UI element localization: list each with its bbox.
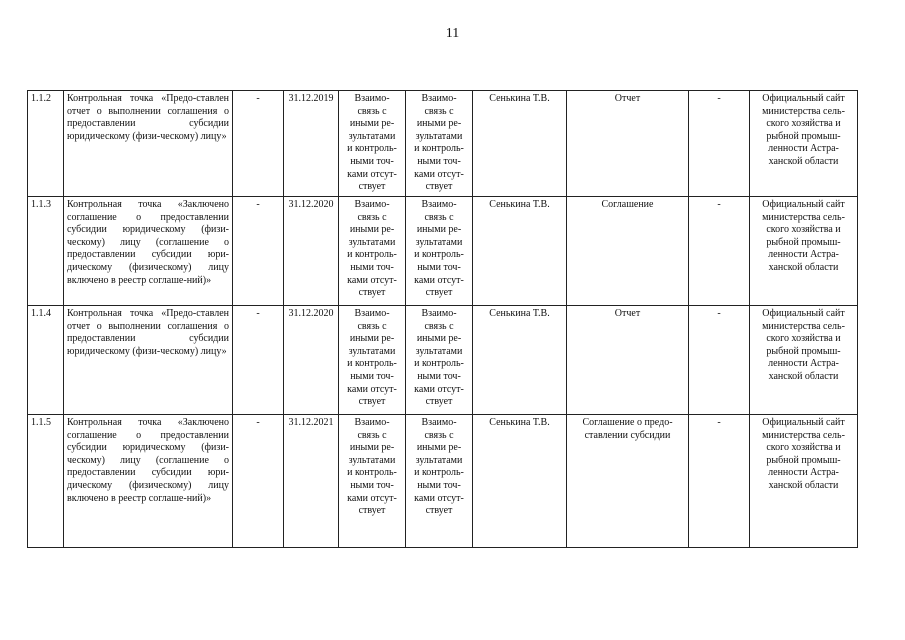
table-row [28,91,858,197]
end-date-cell: 31.12.2019 [284,91,339,197]
prev-link-cell-line: ствует [358,181,386,193]
control-points-table [27,90,858,548]
description-cell: Контрольная точка «Предо-ставлен отчет о выполнении соглашения о предоставлении субсидии юридическому (физи-ческому) лицу» [64,306,233,415]
prev-link-cell-line: ствует [358,505,386,517]
next-link-cell-line: связь с [424,105,454,117]
next-link-cell-line: ствует [425,505,453,517]
table-row [28,197,858,306]
publication-cell-line: министерства сель- [762,320,845,332]
start-date-cell: - [233,415,284,548]
next-link-cell-line: ствует [425,396,453,408]
prev-link-cell-line: и контроль- [347,143,397,155]
prev-link-cell-line: Взаимо- [354,199,390,210]
info-system-cell: - [689,306,750,415]
publication-cell-line: ского хозяйства и [766,224,841,236]
prev-link-cell [339,415,406,548]
publication-cell-line: ханской области [768,155,839,167]
next-link-cell-line: Взаимо- [421,308,457,319]
publication-cell-line: ленности Астра- [768,143,839,155]
prev-link-cell-line: связь с [357,105,387,117]
page-number: 11 [445,26,460,41]
next-link-cell-line: связь с [424,211,454,223]
next-link-cell-line: иными ре- [416,224,462,236]
result-cell: Соглашение о предо-ставлении субсидии [567,415,689,548]
start-date-cell: - [233,197,284,306]
publication-cell-line: ханской области [768,261,839,273]
prev-link-cell-line: связь с [357,211,387,223]
result-cell: Отчет [567,306,689,415]
publication-cell [750,306,858,415]
prev-link-cell-line: ными точ- [350,261,394,273]
prev-link-cell-line: Взаимо- [354,308,390,319]
next-link-cell-line: Взаимо- [421,199,457,210]
publication-cell-line: ленности Астра- [768,249,839,261]
start-date-cell: - [233,91,284,197]
next-link-cell [406,306,473,415]
publication-cell-line: Официальный сайт [762,417,845,428]
publication-cell-line: ханской области [768,479,839,491]
prev-link-cell-line: и контроль- [347,249,397,261]
next-link-cell-line: ными точ- [417,261,461,273]
prev-link-cell-line: и контроль- [347,358,397,370]
prev-link-cell-line: иными ре- [349,224,395,236]
next-link-cell-line: иными ре- [416,333,462,345]
responsible-cell: Сенькина Т.В. [473,197,567,306]
responsible-cell: Сенькина Т.В. [473,415,567,548]
publication-cell [750,91,858,197]
publication-cell-line: рыбной промыш- [766,130,841,142]
prev-link-cell-line: ками отсут- [347,383,397,395]
publication-cell-line: министерства сель- [762,211,845,223]
publication-cell [750,197,858,306]
prev-link-cell-line: ствует [358,396,386,408]
next-link-cell-line: ками отсут- [414,492,464,504]
publication-cell-line: ского хозяйства и [766,118,841,130]
description-cell: Контрольная точка «Заключено соглашение о предоставлении субсидии юридическому (физи-ческому) лицу (соглашение о предоставлении субсидии юри-дическому (физическому) лицу включено в реестр соглаше-ний)» [64,415,233,548]
end-date-cell: 31.12.2021 [284,415,339,548]
prev-link-cell-line: зультатами [348,345,396,357]
description-cell: Контрольная точка «Предо-ставлен отчет о выполнении соглашения о предоставлении субсидии юридическому (физи-ческому) лицу» [64,91,233,197]
prev-link-cell-line: ками отсут- [347,492,397,504]
item-number-cell: 1.1.4 [28,306,64,415]
prev-link-cell-line: иными ре- [349,442,395,454]
next-link-cell-line: ками отсут- [414,168,464,180]
next-link-cell-line: связь с [424,320,454,332]
prev-link-cell-line: Взаимо- [354,417,390,428]
next-link-cell [406,91,473,197]
prev-link-cell-line: зультатами [348,236,396,248]
next-link-cell [406,197,473,306]
publication-cell-line: ленности Астра- [768,358,839,370]
publication-cell-line: Официальный сайт [762,199,845,210]
next-link-cell-line: ными точ- [417,155,461,167]
publication-cell-line: ского хозяйства и [766,333,841,345]
prev-link-cell-line: ками отсут- [347,168,397,180]
next-link-cell-line: и контроль- [414,358,464,370]
prev-link-cell-line: зультатами [348,130,396,142]
next-link-cell-line: Взаимо- [421,417,457,428]
next-link-cell-line: зультатами [415,130,463,142]
prev-link-cell-line: иными ре- [349,333,395,345]
next-link-cell-line: Взаимо- [421,93,457,104]
prev-link-cell-line: ными точ- [350,155,394,167]
publication-cell-line: рыбной промыш- [766,454,841,466]
prev-link-cell [339,91,406,197]
prev-link-cell [339,197,406,306]
publication-cell-line: рыбной промыш- [766,345,841,357]
prev-link-cell-line: ками отсут- [347,274,397,286]
next-link-cell-line: зультатами [415,454,463,466]
next-link-cell-line: ствует [425,287,453,299]
publication-cell [750,415,858,548]
responsible-cell: Сенькина Т.В. [473,306,567,415]
publication-cell-line: ского хозяйства и [766,442,841,454]
prev-link-cell-line: ствует [358,287,386,299]
next-link-cell-line: ками отсут- [414,274,464,286]
next-link-cell-line: связь с [424,429,454,441]
prev-link-cell-line: Взаимо- [354,93,390,104]
next-link-cell-line: иными ре- [416,118,462,130]
item-number-cell: 1.1.5 [28,415,64,548]
next-link-cell-line: зультатами [415,236,463,248]
prev-link-cell-line: зультатами [348,454,396,466]
next-link-cell-line: и контроль- [414,143,464,155]
publication-cell-line: ханской области [768,370,839,382]
info-system-cell: - [689,91,750,197]
result-cell: Отчет [567,91,689,197]
next-link-cell-line: ными точ- [417,370,461,382]
next-link-cell-line: ками отсут- [414,383,464,395]
table-row [28,415,858,548]
publication-cell-line: ленности Астра- [768,467,839,479]
publication-cell-line: министерства сель- [762,105,845,117]
end-date-cell: 31.12.2020 [284,197,339,306]
prev-link-cell-line: связь с [357,429,387,441]
table-row [28,306,858,415]
next-link-cell-line: и контроль- [414,249,464,261]
prev-link-cell-line: ными точ- [350,479,394,491]
next-link-cell-line: зультатами [415,345,463,357]
next-link-cell [406,415,473,548]
prev-link-cell [339,306,406,415]
prev-link-cell-line: иными ре- [349,118,395,130]
prev-link-cell-line: и контроль- [347,467,397,479]
publication-cell-line: рыбной промыш- [766,236,841,248]
publication-cell-line: Официальный сайт [762,308,845,319]
responsible-cell: Сенькина Т.В. [473,91,567,197]
publication-cell-line: Официальный сайт [762,93,845,104]
next-link-cell-line: и контроль- [414,467,464,479]
prev-link-cell-line: ными точ- [350,370,394,382]
publication-cell-line: министерства сель- [762,429,845,441]
item-number-cell: 1.1.2 [28,91,64,197]
prev-link-cell-line: связь с [357,320,387,332]
item-number-cell: 1.1.3 [28,197,64,306]
next-link-cell-line: ными точ- [417,479,461,491]
next-link-cell-line: иными ре- [416,442,462,454]
end-date-cell: 31.12.2020 [284,306,339,415]
description-cell: Контрольная точка «Заключено соглашение о предоставлении субсидии юридическому (физи-ческому) лицу (соглашение о предоставлении субсидии юри-дическому (физическому) лицу включено в реестр соглаше-ний)» [64,197,233,306]
info-system-cell: - [689,415,750,548]
info-system-cell: - [689,197,750,306]
next-link-cell-line: ствует [425,181,453,193]
start-date-cell: - [233,306,284,415]
result-cell: Соглашение [567,197,689,306]
